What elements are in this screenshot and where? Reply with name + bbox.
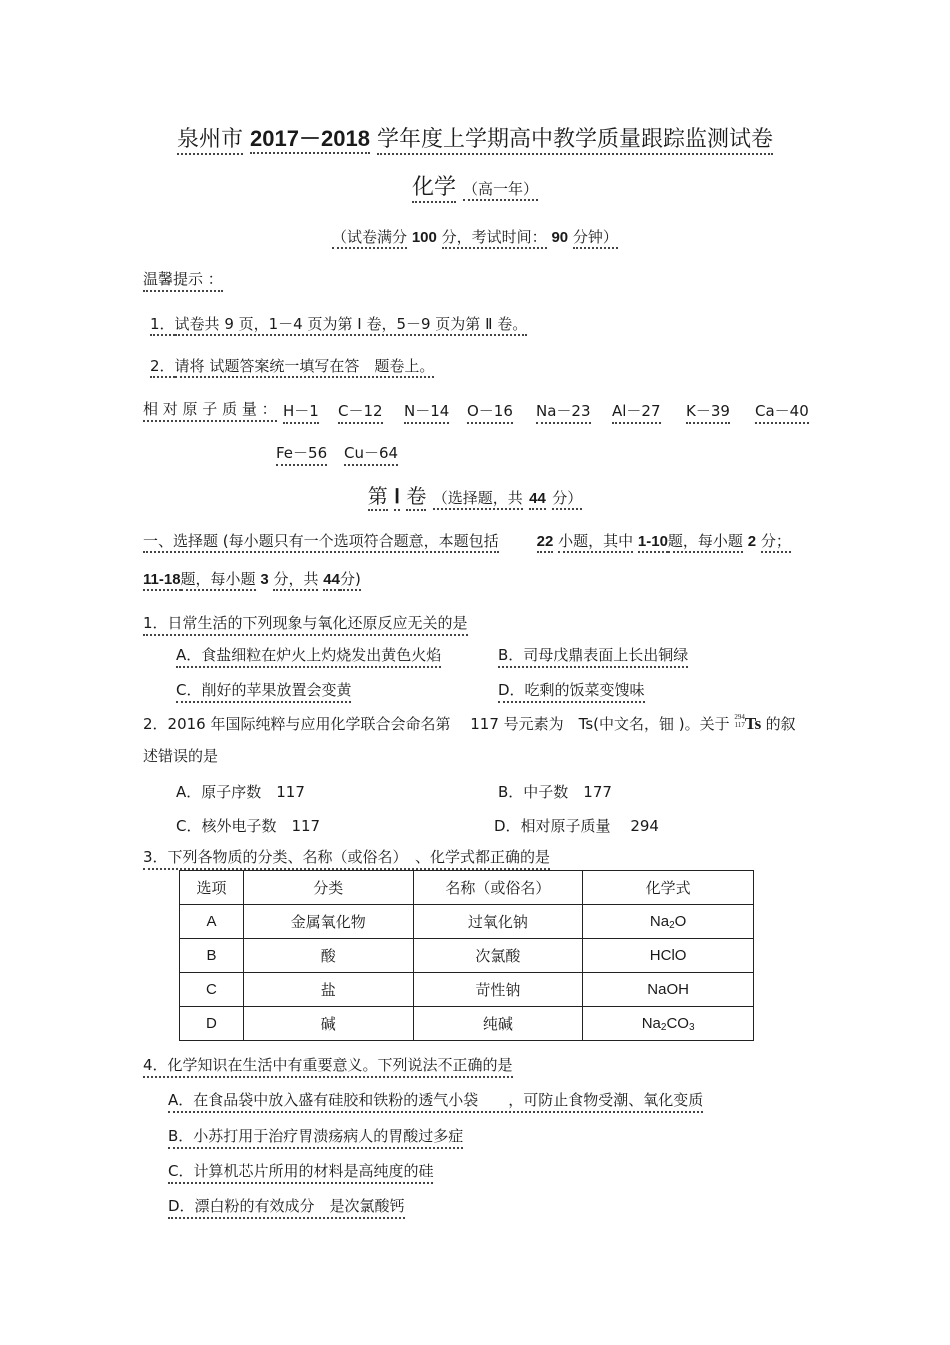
title-suffix: 学年度上学期高中教学质量跟踪监测试卷 (377, 127, 773, 155)
instr-f: 分，共 (273, 570, 318, 591)
table-header: 分类 (243, 871, 413, 905)
tip-2-text: 请将 试题答案统一填写在答 题卷上。 (175, 357, 435, 378)
atomic-mass-k: K－39 (686, 400, 730, 424)
classification-cell: 金属氧化物 (243, 905, 413, 939)
section-1-paren-prefix: （选择题，共 (433, 489, 523, 510)
atomic-mass-fe: Fe－56 (276, 442, 327, 466)
atomic-mass-al: Al－27 (612, 400, 661, 424)
option-cell: A (180, 905, 244, 939)
tip-item-1 (150, 313, 527, 334)
section-1-roman: Ⅰ (394, 486, 400, 511)
table-header: 选项 (180, 871, 244, 905)
tips-label: 温馨提示 ： (143, 268, 223, 292)
q1-option-b: B．司母戊鼎表面上长出铜绿 (498, 644, 688, 668)
formula-cell: $Na_2CO_3$ (583, 1007, 754, 1041)
instructions-line-1 (143, 530, 791, 551)
q2-option-a: A．原子序数 117 (176, 783, 305, 801)
atomic-mass-na: Na－23 (536, 400, 591, 424)
q1-stem: 1．日常生活的下列现象与氧化还原反应无关的是 (143, 612, 468, 636)
q1-option-d: D．吃剩的饭菜变馊味 (498, 679, 645, 703)
meta-prefix: （试卷满分 (332, 228, 407, 249)
grade-label: （高一年） (463, 180, 538, 201)
name-cell: 次氯酸 (413, 939, 583, 973)
q2-stem-a: 2．2016 年国际纯粹与应用化学联合会命名第 117 号元素为 Ts(中文名，钿 )。关于 (143, 715, 730, 733)
name-cell: 纯碱 (413, 1007, 583, 1041)
table-row (180, 905, 754, 939)
q2-option-c: C．核外电子数 117 (176, 817, 321, 835)
name-cell: 过氧化钠 (413, 905, 583, 939)
atomic-mass-cu: Cu－64 (344, 442, 398, 466)
table-row (180, 939, 754, 973)
total-points: 44 (323, 571, 340, 591)
q4-option-d: D．漂白粉的有效成分 是次氯酸钙 (168, 1195, 405, 1219)
formula-cell: NaOH (583, 973, 754, 1007)
num-questions: 22 (537, 533, 554, 553)
formula-cell: HClO (583, 939, 754, 973)
section-1-paren-suffix: 分） (552, 489, 582, 510)
exam-title (0, 122, 950, 153)
tip-1-number: 1． (150, 315, 175, 336)
q2-option-b: B．中子数 177 (498, 783, 612, 801)
q4-option-a: A．在食品袋中放入盛有硅胶和铁粉的透气小袋 ，可防止食物受潮、氧化变质 (168, 1089, 703, 1113)
q3-stem: 3．下列各物质的分类、名称（或俗名） 、化学式都正确的是 (143, 846, 550, 870)
q1-option-c: C．削好的苹果放置会变黄 (176, 679, 351, 703)
instr-d: 分； (761, 532, 791, 553)
atomic-mass-ca: Ca－40 (755, 400, 809, 424)
tip-item-2 (150, 355, 434, 376)
table-row (180, 1007, 754, 1041)
exam-meta (0, 226, 950, 247)
instructions-line-2 (143, 568, 361, 589)
q2-stem-b: 的叙 (765, 715, 796, 733)
full-score: 100 (411, 229, 437, 246)
atomic-mass-h: H－1 (283, 400, 319, 424)
ts-symbol: Ts (744, 714, 762, 733)
q4-stem: 4．化学知识在生活中有重要意义。下列说法不正确的是 (143, 1054, 513, 1078)
title-prefix: 泉州市 (177, 127, 243, 155)
instr-g: 分) (340, 570, 361, 591)
q4-option-c: C．计算机芯片所用的材料是高纯度的硅 (168, 1160, 433, 1184)
classification-cell: 酸 (243, 939, 413, 973)
atomic-mass-o: O－16 (467, 400, 513, 424)
table-row (180, 973, 754, 1007)
atomic-mass-label: 相 对 原 子 质 量 ： (143, 398, 277, 422)
instr-e: 题，每小题 (181, 570, 256, 591)
q3-table (179, 870, 754, 1041)
section-1-points: 44 (529, 490, 546, 510)
atomic-mass-n: N－14 (404, 400, 449, 424)
table-header: 名称（或俗名） (413, 871, 583, 905)
tip-2-number: 2． (150, 357, 175, 378)
name-cell: 苛性钠 (413, 973, 583, 1007)
ts-atomic-number: 117 (734, 721, 745, 729)
subject-line (0, 170, 950, 201)
q2-stem-line-1 (143, 713, 796, 734)
section-1-prefix: 第 (368, 484, 388, 511)
q1-option-a: A．食盐细粒在炉火上灼烧发出黄色火焰 (176, 644, 441, 668)
section-1-title (0, 480, 950, 509)
instr-c: 题，每小题 (668, 532, 743, 553)
instr-b: 小题，其中 (558, 532, 633, 553)
q2-stem-c: 述错误的是 (143, 747, 219, 765)
title-years: 2017－2018 (250, 126, 370, 154)
subject-name: 化学 (412, 175, 456, 203)
tip-1-text: 试卷共 9 页，1－4 页为第 Ⅰ 卷，5－9 页为第 Ⅱ 卷。 (175, 315, 528, 336)
q2-option-d: D．相对原子质量 294 (494, 817, 659, 835)
classification-cell: 碱 (243, 1007, 413, 1041)
q4-option-b: B．小苏打用于治疗胃溃疡病人的胃酸过多症 (168, 1125, 463, 1149)
meta-suffix: 分钟） (573, 228, 618, 249)
range-1: 1-10 (638, 533, 668, 553)
instr-a: 一、选择题 (每小题只有一个选项符合题意，本题包括 (143, 532, 499, 553)
exam-time: 90 (551, 229, 569, 246)
formula-cell: $Na_2O$ (583, 905, 754, 939)
atomic-mass-c: C－12 (338, 400, 383, 424)
option-cell: D (180, 1007, 244, 1041)
option-cell: B (180, 939, 244, 973)
option-cell: C (180, 973, 244, 1007)
points-2: 3 (260, 571, 269, 588)
meta-middle: 分，考试时间： (442, 228, 547, 249)
ts-mass-number: 294 (734, 713, 745, 721)
classification-cell: 盐 (243, 973, 413, 1007)
range-2: 11-18 (143, 571, 181, 591)
table-header-row (180, 871, 754, 905)
points-1: 2 (747, 533, 757, 550)
ts-nuclide-symbol (734, 714, 765, 733)
section-1-suffix: 卷 (406, 484, 426, 511)
table-header: 化学式 (583, 871, 754, 905)
